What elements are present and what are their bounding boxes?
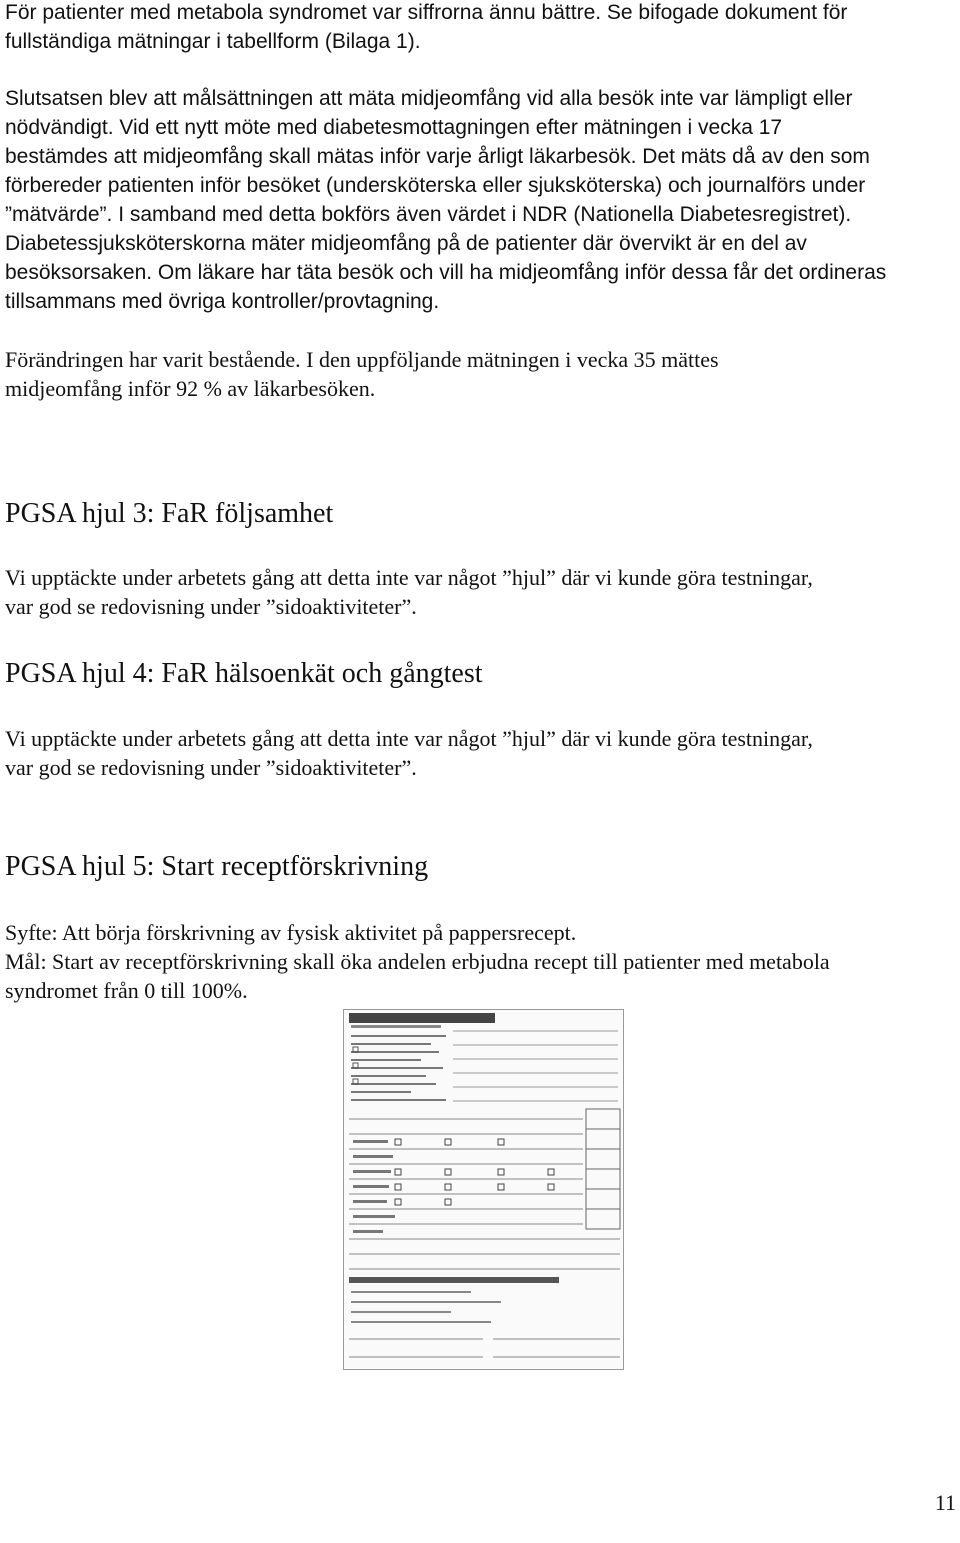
text-line: Mål: Start av receptförskrivning skall öka andelen erbjudna recept till patienter med metabola	[5, 949, 830, 974]
text-line: förbereder patienten inför besöket (undersköterska eller sjuksköterska) och journalförs under	[5, 174, 866, 197]
text-line: Vi upptäckte under arbetets gång att detta inte var något ”hjul” där vi kunde göra testningar,	[5, 565, 813, 590]
prescription-form-image	[343, 1009, 624, 1370]
text-line: nödvändigt. Vid ett nytt möte med diabetesmottagningen efter mätningen i vecka 17	[5, 116, 783, 139]
text-line: För patienter med metabola syndromet var siffrorna ännu bättre. Se bifogade dokument för	[5, 1, 848, 24]
section-4-body	[5, 724, 960, 782]
section-3-body	[5, 563, 960, 621]
text-line: besöksorsaken. Om läkare har täta besök och vill ha midjeomfång inför dessa får det ordineras	[5, 261, 887, 284]
text-line: tillsammans med övriga kontroller/provtagning.	[5, 290, 440, 313]
change-paragraph	[5, 345, 960, 403]
text-line: midjeomfång inför 92 % av läkarbesöken.	[5, 376, 376, 401]
conclusion-paragraph	[5, 84, 960, 316]
section-4-heading: PGSA hjul 4: FaR hälsoenkät och gångtest	[5, 658, 483, 689]
text-line: Diabetessjuksköterskorna mäter midjeomfång på de patienter där övervikt är en del av	[5, 232, 807, 255]
text-line: bestämdes att midjeomfång skall mätas inför varje årligt läkarbesök. Det mäts då av den som	[5, 145, 870, 168]
text-line: var god se redovisning under ”sidoaktiviteter”.	[5, 755, 417, 780]
text-line: ”mätvärde”. I samband med detta bokförs även värdet i NDR (Nationella Diabetesregistret).	[5, 203, 852, 226]
intro-paragraph	[5, 0, 960, 56]
text-line: Förändringen har varit bestående. I den uppföljande mätningen i vecka 35 mättes	[5, 347, 719, 372]
section-5-body	[5, 918, 960, 1005]
section-3-heading: PGSA hjul 3: FaR följsamhet	[5, 498, 334, 529]
page-number: 11	[934, 1490, 956, 1515]
text-line: fullständiga mätningar i tabellform (Bilaga 1).	[5, 30, 421, 53]
section-5-heading: PGSA hjul 5: Start receptförskrivning	[5, 851, 429, 882]
text-line: var god se redovisning under ”sidoaktiviteter”.	[5, 594, 417, 619]
text-line: syndromet från 0 till 100%.	[5, 978, 248, 1003]
text-line: Slutsatsen blev att målsättningen att mäta midjeomfång vid alla besök inte var lämpligt eller	[5, 87, 853, 110]
text-line: Syfte: Att börja förskrivning av fysisk aktivitet på pappersrecept.	[5, 920, 577, 945]
text-line: Vi upptäckte under arbetets gång att detta inte var något ”hjul” där vi kunde göra testningar,	[5, 726, 813, 751]
